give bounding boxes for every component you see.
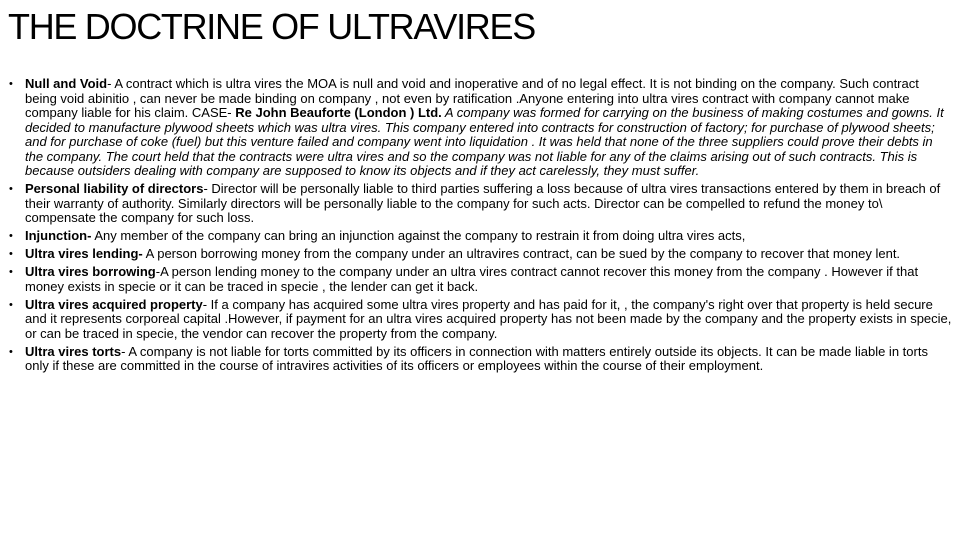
case-text: A company was formed for carrying on the business of making costumes and gowns. It decided to manufacture plywood sheets which was ultra vires. This company entered into contracts for construction of factory; for purchase of plywood sheets; and for purchase of coke (fuel) but this venture failed and company went into liquidation . It was held that none of the three suppliers could prove their debts in the company. The court held that the contracts were ultra vires and so the company was not liable for any of the claims arising out of such contracts. This is because outsiders dealing with company are supposed to know its objects and if they act carelessly, they must suffer.	[25, 105, 944, 178]
bullet-ultra-vires-torts	[8, 345, 952, 374]
bullet-term: Ultra vires borrowing	[25, 264, 156, 279]
bullet-text: - A company is not liable for torts committed by its officers in connection with matters entirely outside its objects. It can be made liable in torts only if these are committed in the course of intravires activities of its officers or employees within the course of their employment.	[25, 343, 928, 373]
bullet-dot-icon: •	[9, 298, 13, 311]
bullet-injunction	[8, 229, 952, 244]
bullet-term: Injunction-	[25, 228, 92, 243]
bullet-text: Any member of the company can bring an injunction against the company to restrain it from doing ultra vires acts,	[91, 228, 746, 243]
bullet-ultra-vires-borrowing	[8, 265, 952, 294]
bullet-dot-icon: •	[9, 183, 13, 195]
bullet-dot-icon: •	[9, 78, 13, 90]
bullet-ultra-vires-lending	[8, 247, 952, 262]
bullet-text: - Director will be personally liable to third parties suffering a loss because of ultra vires transactions entered by them in breach of their warranty of authority. Similarly directors will be personally liable to the company for such acts. Director can be compelled to refund the money to\ compensate the company for such loss.	[25, 181, 941, 225]
bullet-text: -A person lending money to the company under an ultra vires contract cannot recover this money from the company . However if that money exists in specie or it can be traced in specie , the lender can get it back.	[25, 264, 919, 294]
bullet-term: Personal liability of directors	[25, 181, 204, 196]
bullet-dot-icon: •	[9, 248, 13, 260]
bullet-term: Ultra vires torts	[25, 343, 122, 359]
bullet-null-and-void	[8, 77, 952, 179]
bullet-dot-icon: •	[9, 345, 13, 358]
bullet-term: Null and Void	[25, 76, 108, 91]
bullet-text: A person borrowing money from the company under an ultravires contract, can be sued by the company to recover that money lent.	[142, 246, 901, 261]
bullet-dot-icon: •	[9, 230, 13, 242]
slide-title: THE DOCTRINE OF ULTRAVIRES	[8, 6, 535, 47]
bullet-list	[8, 77, 952, 377]
bullet-term: Ultra vires lending-	[25, 246, 143, 261]
bullet-ultra-vires-acquired-property	[8, 298, 952, 342]
bullet-dot-icon: •	[9, 266, 13, 278]
bullet-term: Ultra vires acquired property	[25, 296, 203, 312]
bullet-text: - If a company has acquired some ultra vires property and has paid for it, , the company's right over that property is held secure and it represents corporeal capital .However, if payment for an ultra vires acquired property has not been made by the company and the property exists in specie, or can be traced in specie, the vendor can recover the property from the company.	[25, 296, 952, 341]
case-name: Re John Beauforte (London ) Ltd.	[235, 105, 442, 120]
bullet-personal-liability	[8, 182, 952, 226]
bullet-text: - A contract which is ultra vires the MOA is null and void and inoperative and of no legal effect. It is not binding on the company. Such contract being void abinitio , can never be made binding on company , not even by ratification .Anyone entering into ultra vires contract with company cannot make company liable for his claim. CASE-	[25, 76, 919, 120]
